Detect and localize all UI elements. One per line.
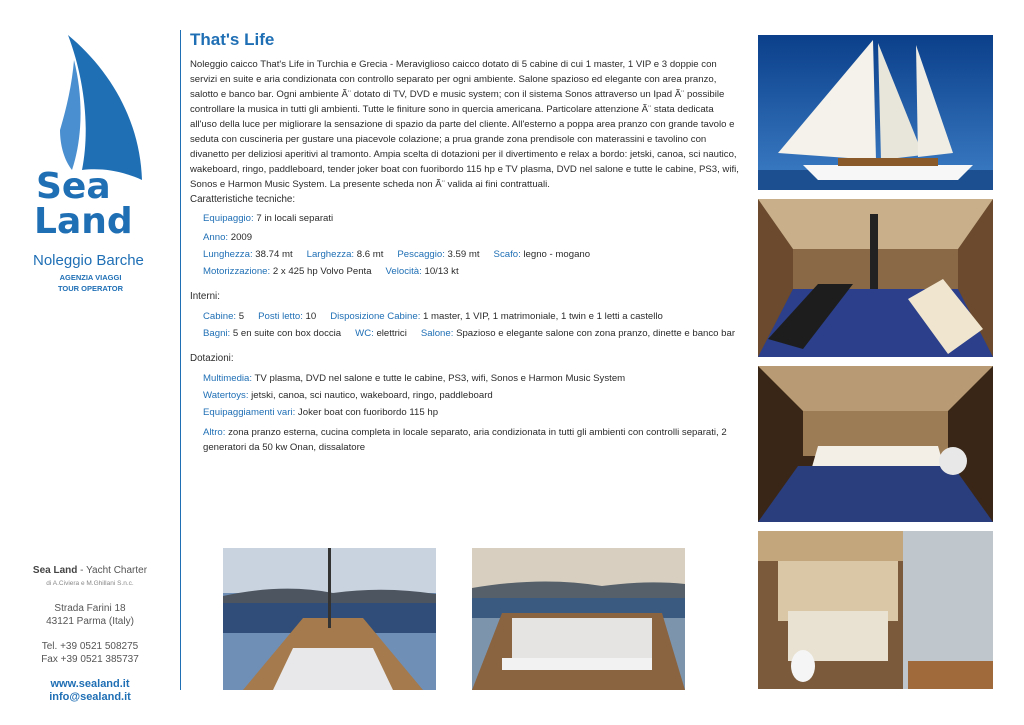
pescaggio-label: Pescaggio: [397, 249, 445, 260]
cabine-label: Cabine: [203, 311, 237, 322]
company-city: 43121 Parma (Italy) [46, 616, 134, 627]
salone-label: Salone: [420, 328, 454, 339]
interni-heading: Interni: [190, 291, 220, 302]
equipaggio-value: 7 in locali separati [253, 213, 334, 224]
photo-deck-stern[interactable] [472, 548, 685, 690]
dotazioni-row-4 [203, 425, 743, 455]
motorizzazione-value: 2 x 425 hp Volvo Penta [270, 266, 372, 277]
tech-row-2 [203, 232, 252, 243]
sealand-logo[interactable] [30, 30, 155, 240]
altro-label: Altro: [203, 427, 226, 438]
watertoys-value: jetski, canoa, sci nautico, wakeboard, ringo, paddleboard [248, 390, 493, 401]
photo-deck-bow[interactable] [223, 548, 436, 690]
tech-heading: Caratteristiche tecniche: [190, 194, 296, 205]
larghezza-value: 8.6 mt [354, 249, 384, 260]
dotazioni-row-3 [203, 407, 438, 418]
yacht-sailing-image [758, 35, 993, 190]
velocita-value: 10/13 kt [421, 266, 459, 277]
agency-line-2: TOUR OPERATOR [57, 284, 123, 293]
interni-row-1 [203, 311, 663, 322]
lunghezza-label: Lunghezza: [203, 249, 253, 260]
anno-label: Anno: [203, 232, 229, 243]
velocita-label: Velocità: [385, 266, 422, 277]
dotazioni-row-1 [203, 373, 625, 384]
company-info [20, 564, 160, 704]
equip-label: Equipaggiamenti vari: [203, 407, 296, 418]
brand-subtitle: Noleggio Barche [33, 252, 144, 269]
sail-logo-icon [30, 30, 155, 240]
anno-value: 2009 [228, 232, 253, 243]
agency-line-1: AGENZIA VIAGGI [59, 273, 122, 282]
company-owners: di A.Civiera e M.Ghillani S.n.c. [46, 580, 134, 587]
altro-value: zona pranzo esterna, cucina completa in locale separato, aria condizionata in tutti gli ambienti con controlli separati, 2 generatori da 50 kw Onan, dissalatore [203, 427, 727, 453]
company-suffix: - Yacht Charter [77, 565, 148, 576]
company-web-link[interactable]: www.sealand.it [50, 678, 130, 690]
dotazioni-heading: Dotazioni: [190, 353, 234, 364]
lunghezza-value: 38.74 mt [252, 249, 293, 260]
pescaggio-value: 3.59 mt [444, 249, 480, 260]
tech-row-3 [203, 249, 590, 260]
yacht-description: Noleggio caicco That's Life in Turchia e Grecia - Meraviglioso caicco dotato di 5 cabine di cui 1 master, 1 VIP e 3 doppie con servizi en suite e aria condizionata con controllo separato per ogni ambiente. Salone spazioso ed elegante con area pranzo, salotto e banco bar. Ogni ambiente Ã¨ dotato di TV, DVD e music system; con il sistema Sonos attraverso un Ipad Ã¨ possibile controllare la musica in tutti gli ambienti. Tutte le finiture sono in quercia americana. Particolare attenzione Ã¨ stata dedicata all'uso della luce per migliorare la sensazione di spazio da parte del cliente. All'esterno a poppa area pranzo con grande tavolo e seduta con cuscineria per gustare una piacevole colazione; a prua grande zona prendisole con materassini e tavolino con divanetto per deliziosi aperitivi al tramonto. Ampia scelta di dotazioni per il divertimento e relax a bordo: jetski, canoa, sci nautico, wakeboard, ringo, paddleboard, tender joker boat con fuoribordo 115 hp e TV plasma, DVD nel salone e tutte le cabine, PS3, wifi, Sonos e Harmon Music System. La presente scheda non Ã¨ valida ai fini contrattuali. [190, 59, 739, 190]
cabin-image [758, 366, 993, 522]
agency-tagline [33, 272, 148, 294]
company-tel: Tel. +39 0521 508275 [41, 641, 139, 652]
deck-stern-image [472, 548, 685, 690]
watertoys-label: Watertoys: [203, 390, 249, 401]
disposizione-label: Disposizione Cabine: [330, 311, 421, 322]
company-email-link[interactable]: info@sealand.it [49, 691, 131, 703]
cabine-value: 5 [236, 311, 245, 322]
deck-bow-image [223, 548, 436, 690]
posti-label: Posti letto: [258, 311, 303, 322]
scafo-label: Scafo: [493, 249, 521, 260]
photo-bathroom[interactable] [758, 531, 993, 689]
tech-row-4 [203, 266, 459, 277]
logo-word-sea: Sea [36, 166, 111, 207]
motorizzazione-label: Motorizzazione: [203, 266, 271, 277]
wc-label: WC: [355, 328, 374, 339]
bathroom-image [758, 531, 993, 689]
bagni-label: Bagni: [203, 328, 231, 339]
interni-row-2 [203, 328, 735, 339]
dotazioni-row-2 [203, 390, 493, 401]
company-fax: Fax +39 0521 385737 [41, 654, 139, 665]
posti-value: 10 [302, 311, 317, 322]
salon-image [758, 199, 993, 357]
logo-word-land: Land [34, 201, 133, 240]
equipaggio-label: Equipaggio: [203, 213, 254, 224]
scafo-value: legno - mogano [520, 249, 591, 260]
photo-yacht-sailing[interactable] [758, 35, 993, 190]
sidebar-divider [180, 30, 181, 690]
disposizione-value: 1 master, 1 VIP, 1 matrimoniale, 1 twin e 1 letti a castello [420, 311, 663, 322]
company-name: Sea Land [32, 565, 78, 576]
bagni-value: 5 en suite con box doccia [230, 328, 342, 339]
salone-value: Spazioso e elegante salone con zona pranzo, dinette e banco bar [453, 328, 736, 339]
photo-cabin[interactable] [758, 366, 993, 522]
tech-row-1 [203, 213, 333, 224]
multimedia-label: Multimedia: [203, 373, 253, 384]
equip-value: Joker boat con fuoribordo 115 hp [295, 407, 439, 418]
wc-value: elettrici [373, 328, 407, 339]
company-street: Strada Farini 18 [54, 603, 126, 614]
yacht-title: That's Life [190, 30, 275, 49]
photo-salon[interactable] [758, 199, 993, 357]
multimedia-value: TV plasma, DVD nel salone e tutte le cabine, PS3, wifi, Sonos e Harmon Music System [252, 373, 626, 384]
larghezza-label: Larghezza: [306, 249, 355, 260]
